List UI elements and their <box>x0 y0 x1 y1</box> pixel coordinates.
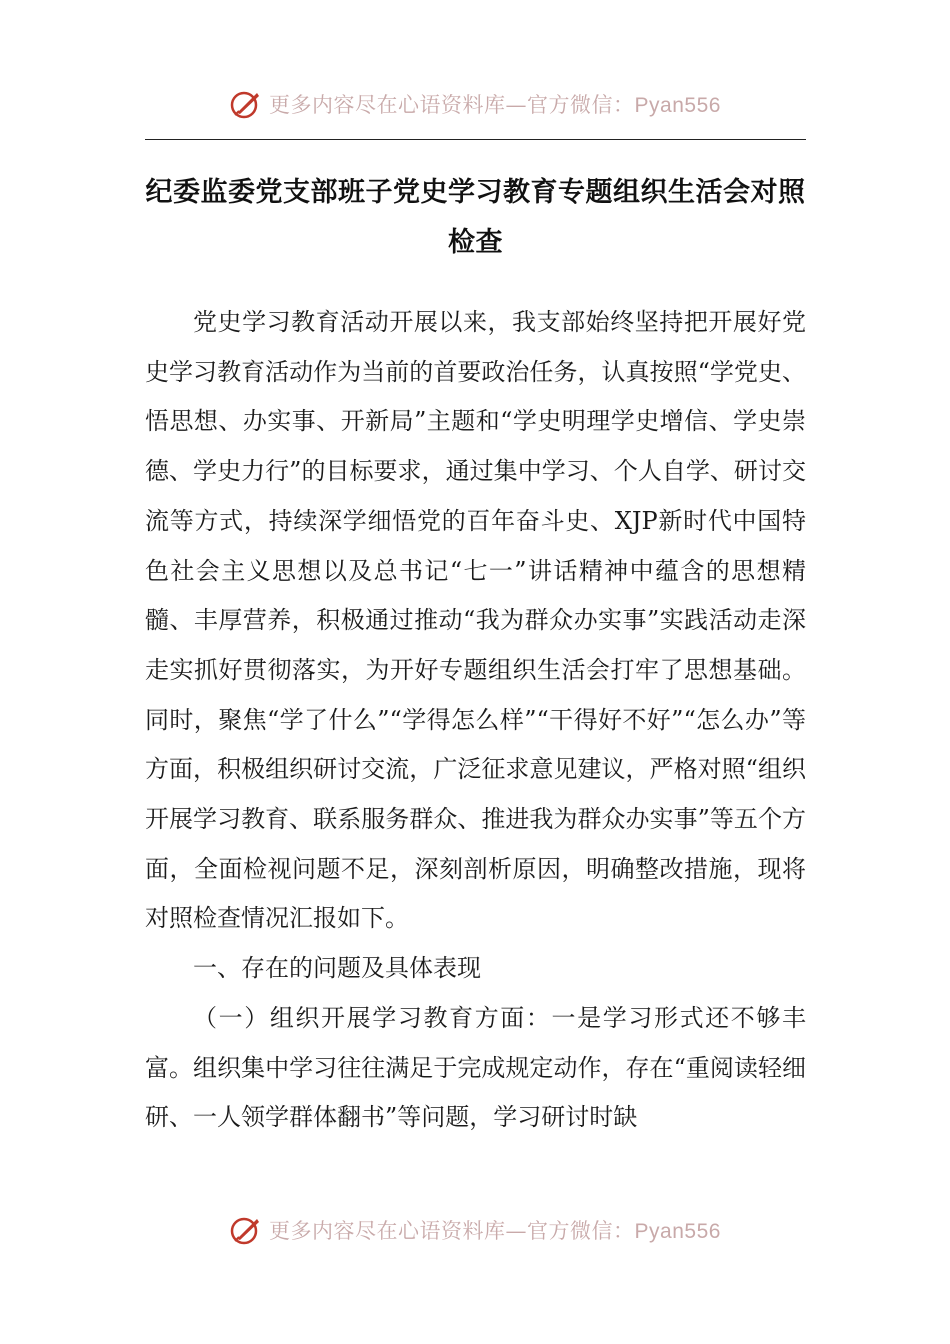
banner-handle: Pyan556 <box>634 94 721 117</box>
section-heading: 一、存在的问题及具体表现 <box>193 954 481 983</box>
document-body <box>145 298 806 1143</box>
header-watermark-banner <box>0 84 950 124</box>
header-divider <box>145 139 806 140</box>
section-paragraph: （一）组织开展学习教育方面：一是学习形式还不够丰富。组织集中学习往往满足于完成规定动作，存在“重阅读轻细研、一人领学群体翻书”等问题，学习研讨时缺 <box>145 1003 806 1132</box>
footer-watermark-banner <box>0 1210 950 1250</box>
intro-paragraph: 党史学习教育活动开展以来，我支部始终坚持把开展好党史学习教育活动作为当前的首要政治任务，认真按照“学党史、悟思想、办实事、开新局”主题和“学史明理学史增信、学史崇德、学史力行”的目标要求，通过集中学习、个人自学、研讨交流等方式，持续深学细悟党的百年奋斗史、XJP新时代中国特色社会主义思想以及总书记“七一”讲话精神中蕴含的思想精髓、丰厚营养，积极通过推动“我为群众办实事”实践活动走深走实抓好贯彻落实，为开好专题组织生活会打牢了思想基础。同时，聚焦“学了什么”“学得怎么样”“干得好不好”“怎么办”等方面，积极组织研讨交流，广泛征求意见建议，严格对照“组织开展学习教育、联系服务群众、推进我为群众办实事”等五个方面，全面检视问题不足，深刻剖析原因，明确整改措施，现将对照检查情况汇报如下。 <box>145 308 806 933</box>
banner-text: 更多内容尽在心语资料库—官方微信：Pyan556 <box>269 1219 721 1243</box>
document-title: 纪委监委党支部班子党史学习教育专题组织生活会对照检查 <box>145 177 806 258</box>
banner-text: 更多内容尽在心语资料库—官方微信：Pyan556 <box>269 93 721 117</box>
quill-logo-icon <box>229 87 263 121</box>
banner-handle: Pyan556 <box>634 1220 721 1243</box>
quill-logo-icon <box>229 1213 263 1247</box>
